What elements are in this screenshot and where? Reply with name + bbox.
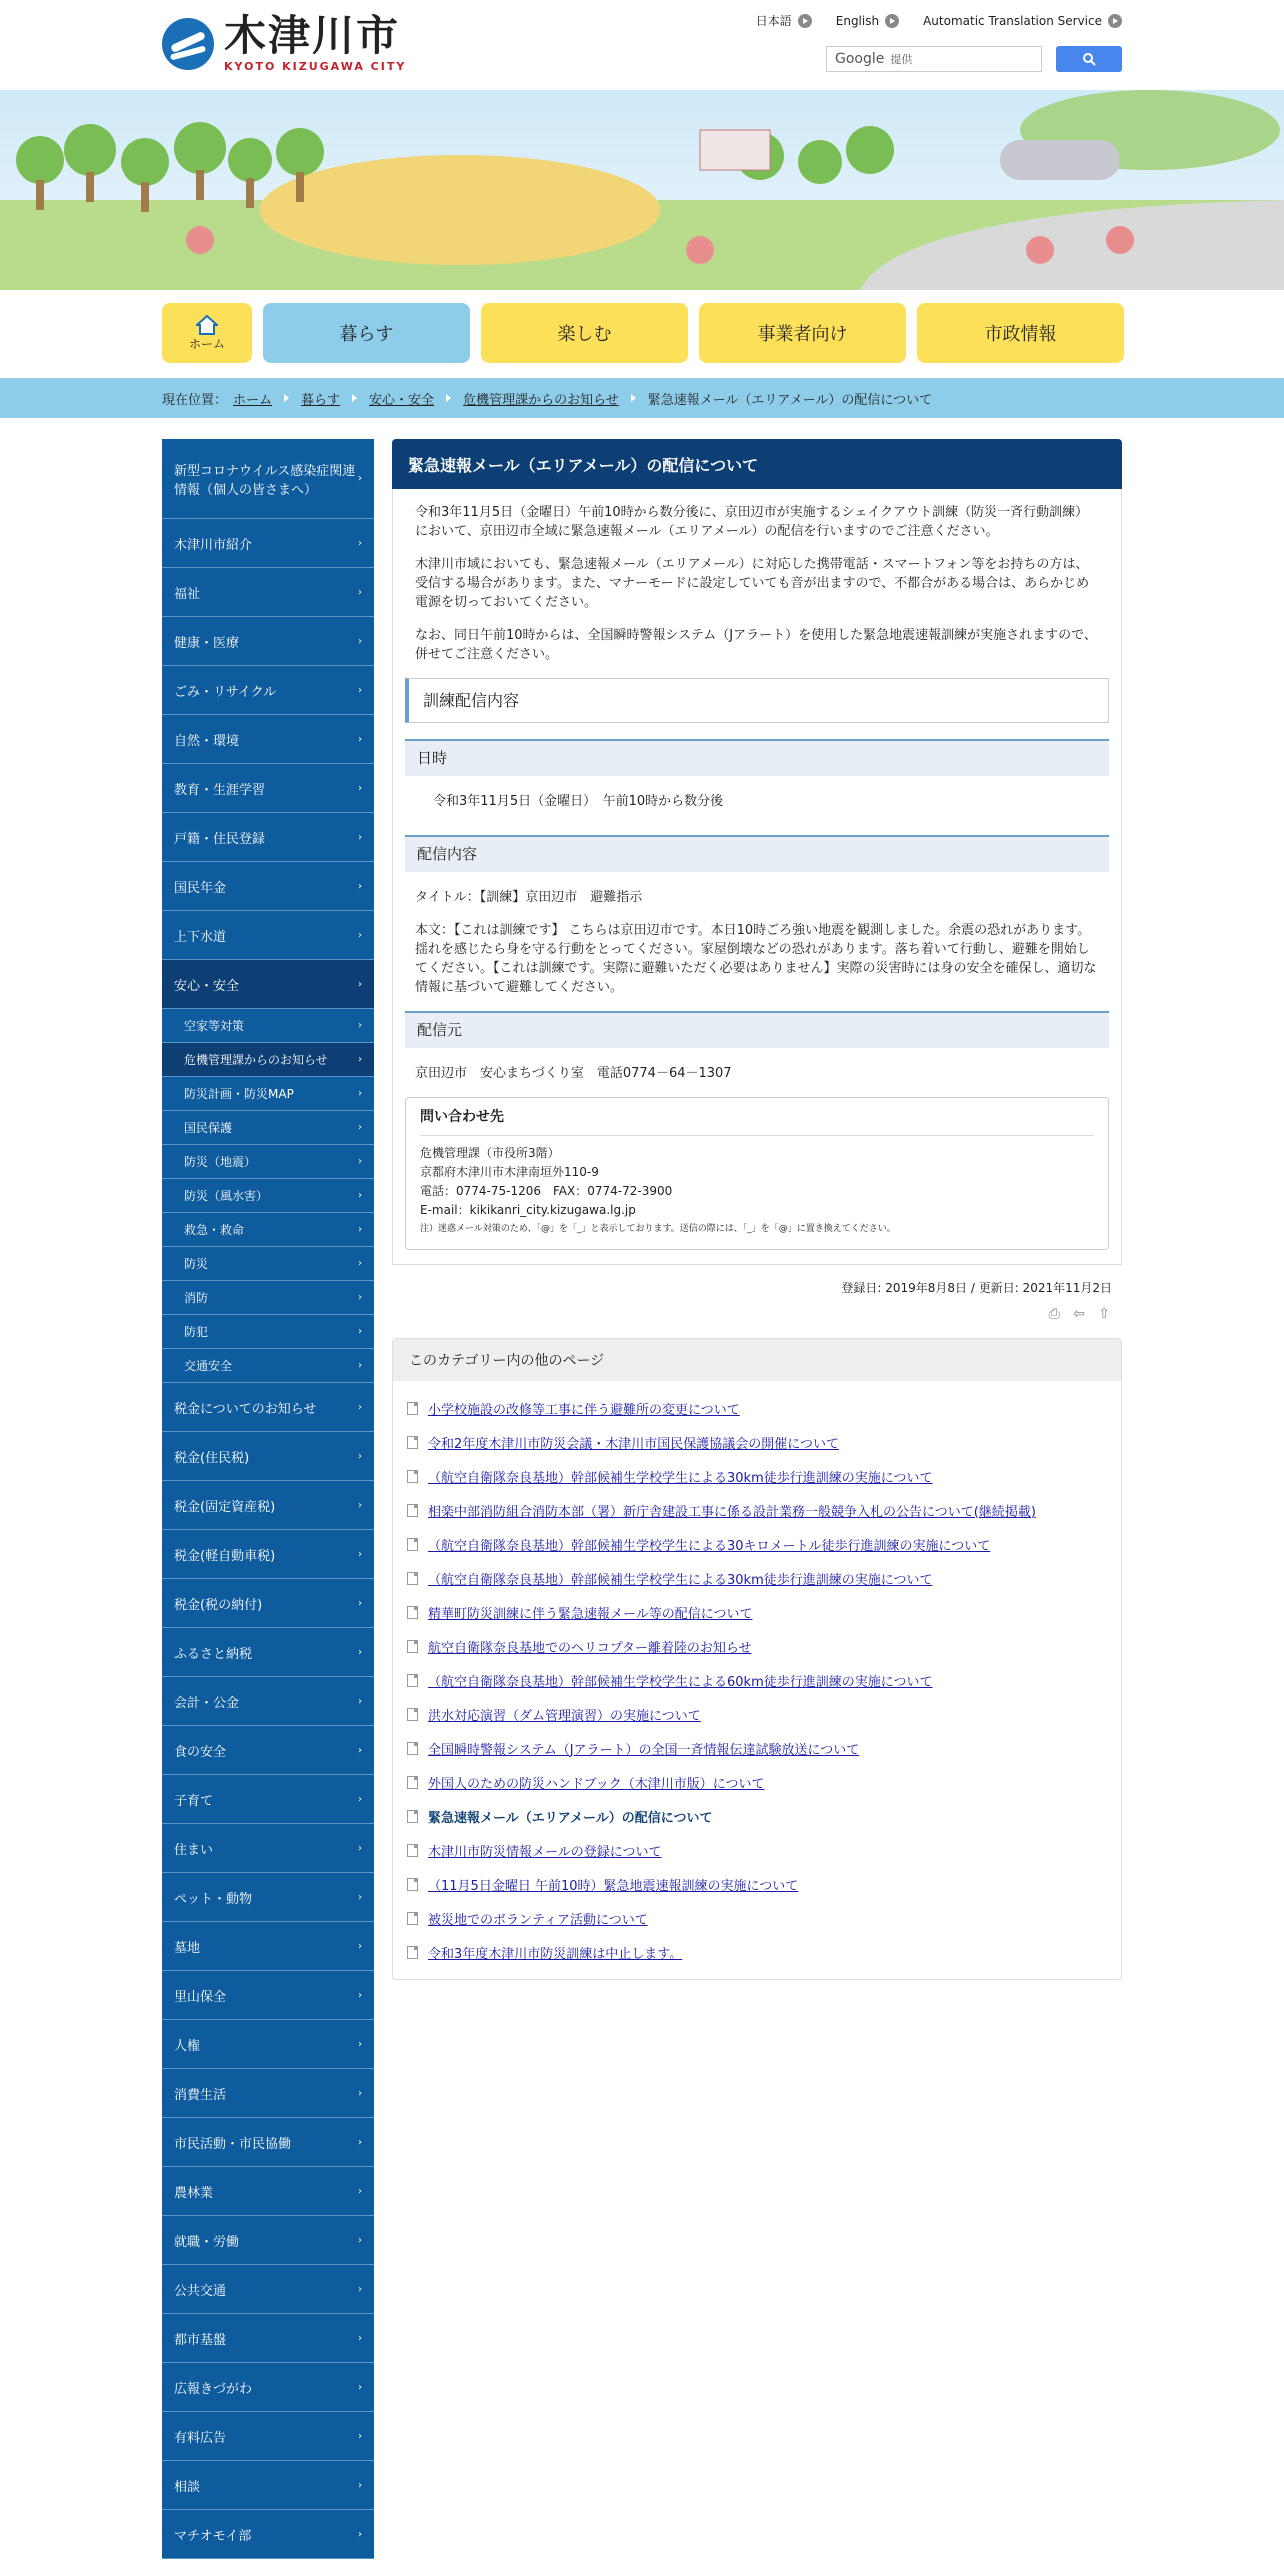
sidebar-item[interactable] (162, 666, 374, 715)
chevron-right-icon: › (358, 1646, 362, 1658)
related-link[interactable]: （航空自衛隊奈良基地）幹部候補生学校学生による30km徒歩行進訓練の実施について (428, 1470, 933, 1486)
logo-subtitle: KYOTO KIZUGAWA CITY (224, 60, 407, 73)
related-item (405, 1901, 1109, 1935)
sidebar-subitem[interactable] (162, 1111, 374, 1145)
related-item (405, 1731, 1109, 1765)
sidebar-subitem[interactable] (162, 1009, 374, 1043)
lang-label: English (835, 13, 880, 28)
subheading-content: 配信内容 (405, 835, 1109, 872)
sidebar-item[interactable] (162, 1824, 374, 1873)
chevron-right-icon: › (358, 733, 362, 745)
sidebar-item-label: 税金(軽自動車税) (174, 1548, 276, 1564)
chevron-right-icon: › (358, 1020, 362, 1031)
chevron-right-icon: › (358, 1258, 362, 1269)
sidebar-item-label: 農林業 (174, 2185, 214, 2201)
sidebar-item-label: 空家等対策 (184, 1019, 245, 1033)
sidebar-item-label: 消費生活 (174, 2087, 227, 2103)
chevron-right-icon: › (358, 2038, 362, 2050)
chevron-right-icon: › (358, 2479, 362, 2491)
document-icon (407, 1538, 418, 1551)
contact-email: E-mail：kikikanri_city.kizugawa.lg.jp (420, 1203, 636, 1217)
sidebar-item[interactable] (162, 2412, 374, 2461)
document-icon (407, 1844, 418, 1857)
chevron-right-icon: › (358, 1744, 362, 1756)
sidebar-item[interactable] (162, 1481, 374, 1530)
chevron-right-icon: › (358, 1224, 362, 1235)
related-link[interactable]: 洪水対応演習（ダム管理演習）の実施について (428, 1708, 701, 1724)
contact-line: 京都府木津川市木津南垣外110-9 (420, 1165, 599, 1179)
sidebar-item-label: 福祉 (174, 586, 201, 602)
sidebar-item-label: 教育・生涯学習 (174, 782, 266, 798)
related-link[interactable]: 緊急速報メール（エリアメール）の配信について (428, 1810, 713, 1826)
page-title: 緊急速報メール（エリアメール）の配信について (392, 439, 1122, 489)
breadcrumb-safety[interactable]: 安心・安全 (369, 392, 435, 408)
sidebar-item-label: 就職・労働 (174, 2234, 240, 2250)
sidebar-item[interactable] (162, 960, 374, 1009)
chevron-right-icon: › (358, 2283, 362, 2295)
related-link[interactable]: （航空自衛隊奈良基地）幹部候補生学校学生による60km徒歩行進訓練の実施について (428, 1674, 933, 1690)
chevron-right-icon: › (358, 1156, 362, 1167)
home-icon (196, 315, 218, 335)
park-illustration (0, 90, 1284, 290)
page-top-icon[interactable]: ⇧ (1098, 1306, 1110, 1322)
chevron-right-icon: › (358, 1326, 362, 1337)
sidebar-subitem[interactable] (162, 1281, 374, 1315)
chevron-right-icon: › (358, 1793, 362, 1805)
sidebar-item-label: 自然・環境 (174, 733, 240, 749)
chevron-right-icon: › (358, 2430, 362, 2442)
sidebar-item-label: 税金(固定資産税) (174, 1499, 276, 1515)
chevron-right-icon: › (358, 2528, 362, 2540)
site-search (826, 46, 1122, 72)
sidebar-item-label: 国民保護 (184, 1121, 233, 1135)
sidebar-item[interactable] (162, 1677, 374, 1726)
related-link[interactable]: 被災地でのボランティア活動について (428, 1912, 648, 1928)
sender-text: 京田辺市 安心まちづくり室 電話0774－64－1307 (415, 1066, 732, 1081)
chevron-right-icon: › (358, 537, 362, 549)
related-link[interactable]: 外国人のための防災ハンドブック（木津川市版）について (428, 1776, 765, 1792)
sidebar-item-label: 防災 (184, 1257, 209, 1271)
related-pages (392, 1338, 1122, 1980)
article-paragraph: 木津川市域においても、緊急速報メール（エリアメール）に対応した携帯電話・スマートフォン等をお持ちの方は、受信する場合があります。また、マナーモードに設定していても音が出ますので、不都合がある場合は、あらかじめ電源を切っておいてください。 (415, 557, 1090, 610)
sidebar-item[interactable] (162, 2314, 374, 2363)
sidebar-subitem[interactable] (162, 1315, 374, 1349)
article-body (392, 489, 1122, 1265)
sidebar-item[interactable] (162, 813, 374, 862)
chevron-right-icon: › (358, 2136, 362, 2148)
document-icon (407, 1946, 418, 1959)
related-link[interactable]: 航空自衛隊奈良基地でのヘリコプター離着陸のお知らせ (428, 1640, 752, 1656)
related-item (405, 1493, 1109, 1527)
related-item (405, 1935, 1109, 1969)
document-icon (407, 1470, 418, 1483)
related-item (405, 1459, 1109, 1493)
chevron-right-icon: › (358, 1499, 362, 1511)
nav-tanoshimu[interactable]: 楽しむ (481, 303, 688, 363)
sidebar-item[interactable] (162, 617, 374, 666)
chevron-right-icon: › (358, 1695, 362, 1707)
sidebar-item-label: マチオモイ部 (174, 2528, 252, 2544)
sidebar-item[interactable] (162, 2510, 374, 2559)
sidebar-item[interactable] (162, 568, 374, 617)
lang-label: Automatic Translation Service (923, 13, 1102, 28)
related-link[interactable]: 小学校施設の改修等工事に伴う避難所の変更について (428, 1402, 740, 1418)
related-item (405, 1391, 1109, 1425)
sidebar-subitem[interactable] (162, 1145, 374, 1179)
sidebar-item[interactable] (162, 764, 374, 813)
breadcrumb-crisis[interactable]: 危機管理課からのお知らせ (463, 392, 619, 408)
sidebar-item-label: 木津川市紹介 (174, 537, 253, 553)
sidebar-item-label: ペット・動物 (174, 1891, 253, 1907)
related-item (405, 1527, 1109, 1561)
sidebar-item-label: 安心・安全 (174, 978, 240, 994)
document-icon (407, 1674, 418, 1687)
sidebar-item-label: 防災（風水害） (184, 1189, 269, 1203)
contact-line: 電話：0774-75-1206 FAX：0774-72-3900 (420, 1184, 673, 1198)
subheading-date: 日時 (405, 739, 1109, 776)
back-icon[interactable]: ⇦ (1073, 1306, 1085, 1322)
google-label: Google (835, 51, 885, 67)
document-icon (407, 1878, 418, 1891)
related-link[interactable]: 令和3年度木津川市防災訓練は中止します。 (428, 1946, 683, 1962)
sidebar-item-label: 公共交通 (174, 2283, 227, 2299)
chevron-right-icon: › (358, 1122, 362, 1133)
sidebar-item-label: 救急・救命 (184, 1223, 245, 1237)
date-text: 令和3年11月5日（金曜日） 午前10時から数分後 (433, 794, 724, 809)
sidebar-item-label: 新型コロナウイルス感染症関連情報（個人の皆さまへ） (174, 463, 356, 498)
chevron-right-icon: › (358, 1292, 362, 1303)
sidebar-item-label: 戸籍・住民登録 (174, 831, 266, 847)
sidebar-subitem[interactable] (162, 1077, 374, 1111)
sidebar-item-label: 里山保全 (174, 1989, 227, 2005)
sidebar-item[interactable] (162, 2461, 374, 2510)
print-icon[interactable]: ⎙ (1048, 1306, 1060, 1322)
related-item (405, 1765, 1109, 1799)
site-header (0, 0, 1284, 90)
sidebar-item-label: 防犯 (184, 1325, 209, 1339)
subheading-sender: 配信元 (405, 1011, 1109, 1048)
lang-label: 日本語 (755, 14, 792, 28)
sidebar-item[interactable] (162, 1775, 374, 1824)
sidebar-item-label: 防災計画・防災MAP (184, 1087, 294, 1101)
sidebar-item[interactable] (162, 2265, 374, 2314)
sidebar-subitem[interactable] (162, 1213, 374, 1247)
page-tools (392, 1306, 1122, 1322)
related-item (405, 1799, 1109, 1833)
nav-business[interactable]: 事業者向け (699, 303, 906, 363)
update-dates: 登録日: 2019年8月8日 / 更新日: 2021年11月2日 (841, 1281, 1112, 1295)
sidebar-item[interactable] (162, 1628, 374, 1677)
sidebar-item-label: 税金(税の納付) (174, 1597, 263, 1613)
sidebar-item-label: 人権 (174, 2038, 201, 2054)
document-icon (407, 1436, 418, 1449)
contact-title: 問い合わせ先 (420, 1108, 1094, 1136)
document-icon (407, 1810, 418, 1823)
contact-line: 危機管理課（市役所3階） (420, 1146, 560, 1160)
chevron-right-icon: › (358, 1360, 362, 1371)
sidebar-item[interactable] (162, 2167, 374, 2216)
sidebar-item[interactable] (162, 2363, 374, 2412)
section-heading: 訓練配信内容 (405, 678, 1109, 723)
chevron-right-icon: › (358, 929, 362, 941)
sidebar-item-label: 防災（地震） (184, 1155, 257, 1169)
document-icon (407, 1640, 418, 1653)
sidebar-item[interactable] (162, 2118, 374, 2167)
language-links (756, 12, 1122, 29)
sidebar-item-label: 子育て (174, 1793, 214, 1809)
sidebar-item-label: ごみ・リサイクル (174, 684, 277, 700)
related-link[interactable]: （11月5日金曜日 午前10時）緊急地震速報訓練の実施について (428, 1878, 799, 1894)
related-item (405, 1663, 1109, 1697)
logo-title: 木津川市 (224, 11, 401, 60)
chevron-right-icon: › (358, 831, 362, 843)
related-item (405, 1595, 1109, 1629)
sidebar-subitem[interactable] (162, 1349, 374, 1383)
search-button[interactable] (1056, 46, 1122, 72)
sidebar-item-label: 墓地 (174, 1940, 201, 1956)
main-content (392, 439, 1122, 1980)
search-placeholder: 提供 (890, 53, 913, 66)
related-item (405, 1629, 1109, 1663)
breadcrumb-home[interactable]: ホーム (233, 392, 273, 408)
sidebar-item[interactable] (162, 2069, 374, 2118)
sidebar-item-label: ふるさと納税 (174, 1646, 253, 1662)
sidebar-item[interactable] (162, 1383, 374, 1432)
sidebar-item-label: 交通安全 (184, 1359, 233, 1373)
lang-english[interactable] (836, 12, 899, 29)
sidebar-item-label: 税金についてのお知らせ (174, 1401, 317, 1417)
sidebar-item[interactable] (162, 1922, 374, 1971)
nav-kurasu[interactable]: 暮らす (263, 303, 470, 363)
chevron-right-icon: › (358, 2234, 362, 2246)
sidebar-subitem[interactable] (162, 1179, 374, 1213)
sidebar-item[interactable] (162, 519, 374, 568)
content-body: 本文：【これは訓練です】 こちらは京田辺市です。本日10時ごろ強い地震を観測しました。余震の恐れがあります。揺れを感じたら身を守る行動をとってください。家屋倒壊などの恐れがあります。落ち着いて行動し、避難を開始してください。【これは訓練です。実際に避難いただく必要はありません】実際の災害時には身の安全を確保し、適切な情報に基づいて避難してください。 (415, 923, 1097, 995)
breadcrumb-kurasu[interactable]: 暮らす (301, 392, 341, 408)
sidebar-item-label: 上下水道 (174, 929, 227, 945)
search-input[interactable] (826, 46, 1042, 72)
chevron-right-icon: › (358, 1054, 362, 1065)
arrow-right-icon (798, 14, 812, 28)
chevron-right-icon: › (358, 1401, 362, 1413)
document-icon (407, 1776, 418, 1789)
document-icon (407, 1504, 418, 1517)
sidebar-item[interactable] (162, 2216, 374, 2265)
related-link[interactable]: 令和2年度木津川市防災会議・木津川市国民保護協議会の開催について (428, 1436, 840, 1452)
sidebar-item[interactable] (162, 1432, 374, 1481)
sidebar-item-label: 会計・公金 (174, 1695, 240, 1711)
sidebar-item-label: 都市基盤 (174, 2332, 227, 2348)
nav-home[interactable] (162, 303, 252, 363)
related-item (405, 1867, 1109, 1901)
chevron-right-icon: › (358, 1989, 362, 2001)
chevron-right-icon: › (358, 1940, 362, 1952)
nav-home-label: ホーム (188, 336, 225, 351)
chevron-right-icon: › (358, 1450, 362, 1462)
related-item (405, 1833, 1109, 1867)
sidebar-item[interactable] (162, 1579, 374, 1628)
document-icon (407, 1742, 418, 1755)
sidebar-item-label: 消防 (184, 1291, 209, 1305)
chevron-right-icon: › (358, 1597, 362, 1609)
sidebar-item[interactable] (162, 715, 374, 764)
related-link[interactable]: 木津川市防災情報メールの登録について (428, 1844, 662, 1860)
chevron-right-icon: › (358, 2087, 362, 2099)
sidebar-item-label: 税金(住民税) (174, 1450, 250, 1466)
content-title: タイトル：【訓練】京田辺市 避難指示 (415, 890, 643, 905)
document-icon (407, 1572, 418, 1585)
chevron-right-icon (446, 394, 451, 402)
contact-box (405, 1097, 1109, 1250)
lang-auto-translate[interactable] (923, 12, 1122, 29)
sidebar-item[interactable] (162, 1873, 374, 1922)
city-emblem-icon (162, 18, 214, 70)
article-paragraph: 令和3年11月5日（金曜日）午前10時から数分後に、京田辺市が実施するシェイクアウト訓練（防災一斉行動訓練）において、京田辺市全域に緊急速報メール（エリアメール）の配信を行いますのでご注意ください。 (415, 505, 1089, 539)
chevron-right-icon: › (358, 782, 362, 794)
breadcrumb (0, 378, 1284, 418)
hero-illustration (0, 90, 1284, 290)
related-item (405, 1697, 1109, 1731)
related-heading: このカテゴリー内の他のページ (393, 1339, 1121, 1381)
sidebar-item-label: 有料広告 (174, 2430, 227, 2446)
chevron-right-icon: › (358, 586, 362, 598)
breadcrumb-label: 現在位置： (162, 392, 228, 408)
chevron-right-icon: › (358, 2332, 362, 2344)
sidebar-item-label: 市民活動・市民協働 (174, 2136, 292, 2152)
related-link[interactable]: 全国瞬時警報システム（Jアラート）の全国一斉情報伝達試験放送について (428, 1742, 860, 1758)
chevron-right-icon: › (358, 2185, 362, 2197)
sidebar-item-label: 広報きづがわ (174, 2381, 253, 2397)
document-icon (407, 1708, 418, 1721)
sidebar-item[interactable] (162, 2020, 374, 2069)
sidebar-item[interactable] (162, 1530, 374, 1579)
article-paragraph: なお、同日午前10時からは、全国瞬時警報システム（Jアラート）を使用した緊急地震速報訓練が実施されますので、併せてご注意ください。 (415, 628, 1097, 662)
sidebar-item-label: 健康・医療 (174, 635, 240, 651)
global-nav (162, 303, 1124, 363)
chevron-right-icon: › (358, 978, 362, 990)
chevron-right-icon (631, 394, 636, 402)
lang-japanese[interactable] (756, 12, 812, 29)
arrow-right-icon (1108, 14, 1122, 28)
sidebar-item[interactable] (162, 1971, 374, 2020)
chevron-right-icon (352, 394, 357, 402)
related-link[interactable]: 相楽中部消防組合消防本部（署）新庁舎建設工事に係る設計業務一般競争入札の公告について(継続掲載) (428, 1504, 1036, 1520)
sidebar-item-label: 相談 (174, 2479, 201, 2495)
chevron-right-icon: › (358, 1548, 362, 1560)
sidebar-item-label: 国民年金 (174, 880, 227, 896)
document-icon (407, 1402, 418, 1415)
sidebar-subitem[interactable] (162, 1043, 374, 1077)
related-item (405, 1425, 1109, 1459)
arrow-right-icon (885, 14, 899, 28)
chevron-right-icon: › (358, 1088, 362, 1099)
chevron-right-icon: › (358, 2381, 362, 2393)
related-link[interactable]: （航空自衛隊奈良基地）幹部候補生学校学生による30km徒歩行進訓練の実施について (428, 1572, 933, 1588)
chevron-right-icon: › (358, 880, 362, 892)
chevron-right-icon: › (358, 635, 362, 647)
chevron-right-icon: › (358, 684, 362, 696)
sidebar-subitem[interactable] (162, 1247, 374, 1281)
sidebar-item[interactable] (162, 911, 374, 960)
site-logo[interactable] (162, 11, 407, 73)
sidebar-item[interactable] (162, 439, 374, 519)
sidebar-item[interactable] (162, 1726, 374, 1775)
related-list (393, 1381, 1121, 1979)
document-icon (407, 1912, 418, 1925)
nav-city-info[interactable]: 市政情報 (917, 303, 1124, 363)
sidebar-item-label: 食の安全 (174, 1744, 227, 1760)
document-icon (407, 1606, 418, 1619)
breadcrumb-current: 緊急速報メール（エリアメール）の配信について (647, 392, 933, 408)
sidebar-nav (162, 439, 374, 2559)
chevron-right-icon: › (358, 1190, 362, 1201)
sidebar-item-label: 危機管理課からのお知らせ (184, 1053, 328, 1067)
related-link[interactable]: 精華町防災訓練に伴う緊急速報メール等の配信について (428, 1606, 753, 1622)
related-item (405, 1561, 1109, 1595)
related-link[interactable]: （航空自衛隊奈良基地）幹部候補生学校学生による30キロメートル徒歩行進訓練の実施について (428, 1538, 991, 1554)
search-icon (1082, 52, 1096, 66)
chevron-right-icon: › (358, 473, 362, 484)
chevron-right-icon (284, 394, 289, 402)
contact-note: 注）迷惑メール対策のため、「@」を「_」と表示しております。送信の際には、「_」を「@」に置き換えてください。 (420, 1224, 896, 1234)
sidebar-item[interactable] (162, 862, 374, 911)
chevron-right-icon: › (358, 1891, 362, 1903)
sidebar-item-label: 住まい (174, 1842, 214, 1858)
chevron-right-icon: › (358, 1842, 362, 1854)
